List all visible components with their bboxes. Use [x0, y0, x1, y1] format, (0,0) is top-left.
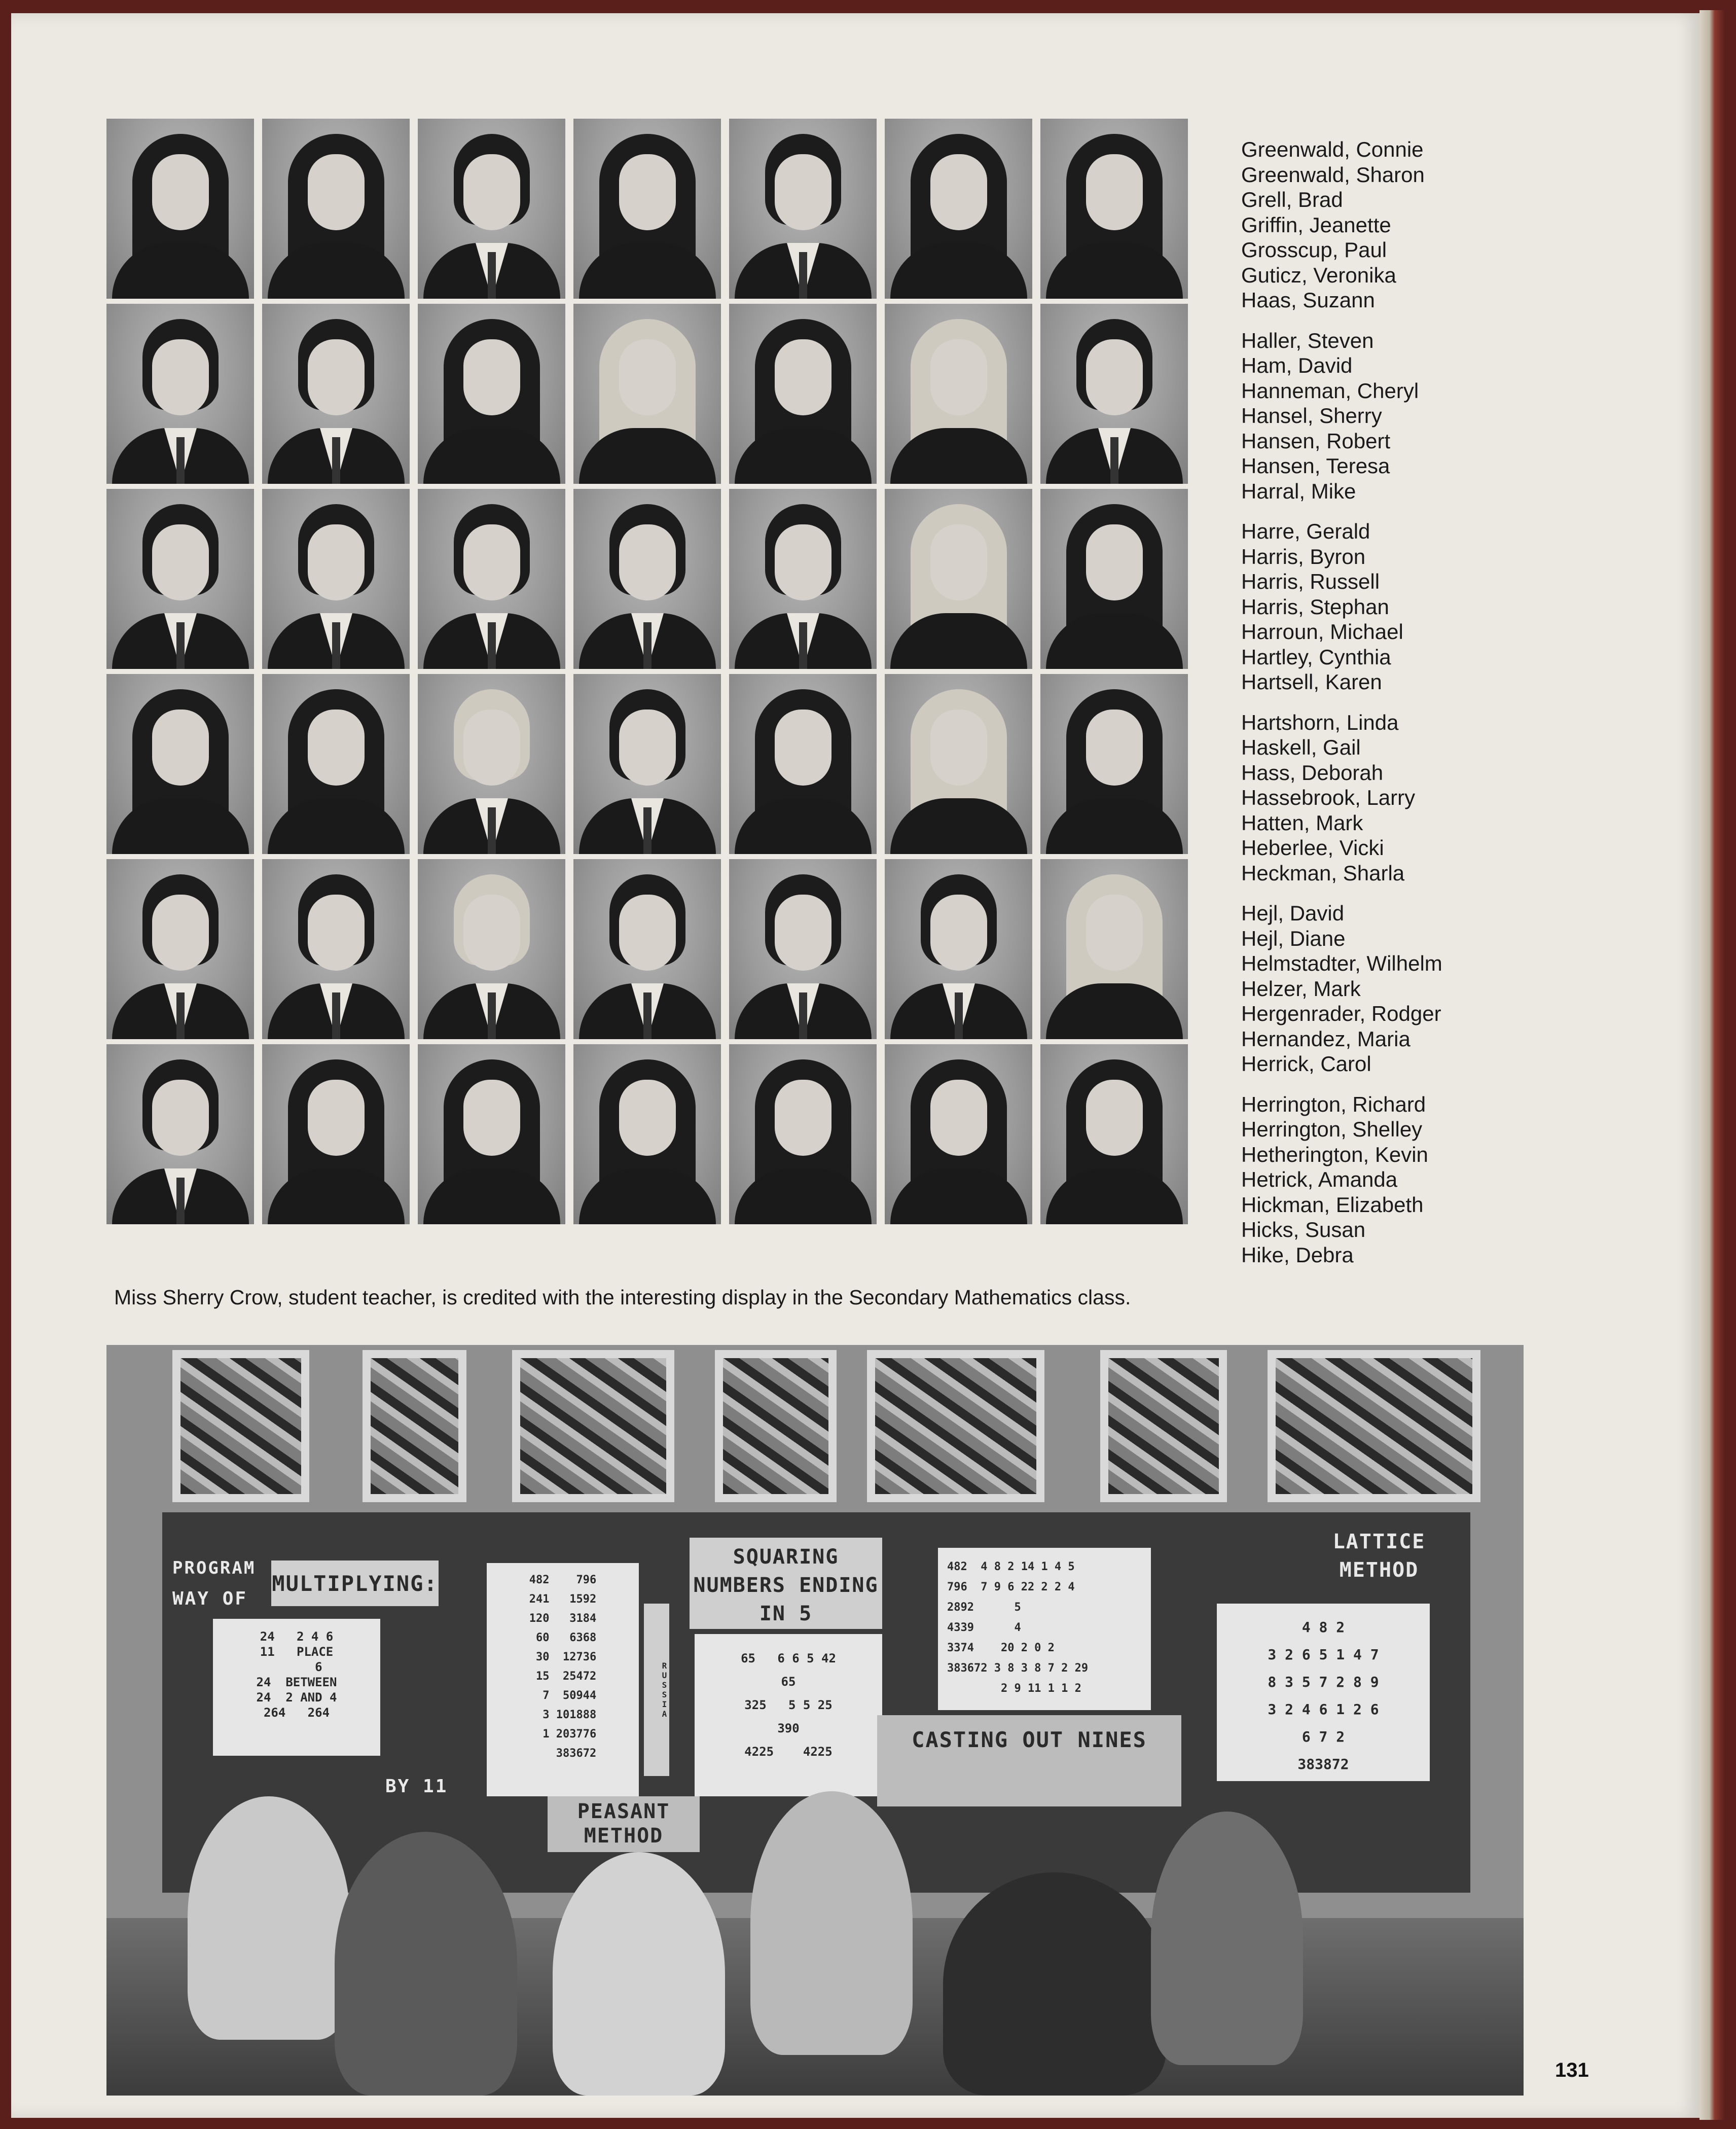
student-portrait [1040, 674, 1188, 854]
portrait-tie [488, 252, 496, 299]
student-name: Hetrick, Amanda [1241, 1167, 1398, 1191]
student-portrait [106, 859, 254, 1039]
student-name: Griffin, Jeanette [1241, 212, 1391, 237]
student-name: Hansen, Teresa [1241, 454, 1390, 478]
portrait-face [1086, 1080, 1143, 1156]
student-name: Herrick, Carol [1241, 1052, 1371, 1076]
student-name: Hergenrader, Rodger [1241, 1002, 1441, 1025]
student-portrait [262, 859, 410, 1039]
squaring-title-poster [690, 1538, 882, 1629]
portrait-face [152, 1080, 209, 1156]
student-name: Grell, Brad [1241, 188, 1343, 211]
portrait-face [775, 1080, 831, 1156]
portrait-grid [106, 119, 1188, 1224]
portrait-face [775, 895, 831, 971]
student-name: Haskell, Gail [1241, 735, 1361, 759]
student-name: Guticz, Veronika [1241, 263, 1396, 287]
portrait-face [619, 524, 676, 600]
student-name: Helzer, Mark [1241, 976, 1361, 1001]
portrait-tie [643, 807, 652, 854]
student-name: Harris, Byron [1241, 544, 1366, 569]
student-name: Haas, Suzann [1241, 288, 1375, 312]
portrait-face [308, 709, 365, 786]
portrait-tie [1110, 437, 1118, 484]
portrait-face [1086, 154, 1143, 230]
portrait-tie [799, 992, 807, 1039]
student-portrait [573, 304, 721, 484]
art-print [715, 1350, 837, 1502]
student-figure [943, 1872, 1166, 2096]
portrait-face [930, 1080, 987, 1156]
student-portrait [885, 119, 1032, 299]
lattice-poster [1217, 1604, 1430, 1781]
student-portrait [106, 674, 254, 854]
portrait-face [775, 524, 831, 600]
student-figure [750, 1791, 913, 2055]
student-portrait [729, 489, 877, 669]
student-name: Harroun, Michael [1241, 620, 1403, 644]
peasant-method-title: PEASANT METHOD [577, 1800, 670, 1848]
student-portrait [418, 304, 565, 484]
multiplying-title: MULTIPLYING: [272, 1571, 438, 1596]
student-portrait [1040, 489, 1188, 669]
student-name: Harris, Stephan [1241, 594, 1389, 619]
student-name: Hatten, Mark [1241, 810, 1363, 835]
student-portrait [418, 489, 565, 669]
student-name: Hansel, Sherry [1241, 404, 1382, 428]
art-print [512, 1350, 674, 1502]
portrait-face [463, 709, 520, 786]
page-number: 131 [1555, 2059, 1589, 2081]
student-name: Hernandez, Maria [1241, 1026, 1410, 1051]
art-print [172, 1350, 309, 1502]
portrait-tie [176, 1178, 185, 1224]
portrait-face [1086, 709, 1143, 786]
portrait-face [152, 339, 209, 415]
casting-out-body: 482 4 8 2 14 1 4 5 796 7 9 6 22 2 2 4 2892 5 4339 4 3374 20 2 0 2 383672 3 8 3 8 7 2 29 2 9 11 1 1 2 [947, 1560, 1089, 1695]
portrait-face [775, 709, 831, 786]
portrait-tie [488, 992, 496, 1039]
student-figure [335, 1832, 517, 2096]
portrait-tie [176, 437, 185, 484]
student-portrait [418, 859, 565, 1039]
name-column [1241, 137, 1442, 1283]
portrait-face [152, 709, 209, 786]
portrait-face [930, 709, 987, 786]
portrait-face [930, 895, 987, 971]
student-portrait [1040, 119, 1188, 299]
portrait-tie [799, 622, 807, 669]
student-name: Heckman, Sharla [1241, 861, 1405, 885]
student-portrait [729, 859, 877, 1039]
squaring-title: SQUARING NUMBERS ENDING IN 5 [693, 1545, 879, 1625]
portrait-face [775, 339, 831, 415]
multiplying-body: 24 2 4 6 11 PLACE 6 24 BETWEEN 24 2 AND 4 264 264 [256, 1629, 337, 1720]
student-portrait [262, 119, 410, 299]
multiplying-bottom-label: BY 11 [385, 1776, 448, 1797]
student-portrait [573, 859, 721, 1039]
portrait-tie [643, 622, 652, 669]
casting-out-poster [938, 1548, 1151, 1710]
student-portrait [885, 674, 1032, 854]
portrait-face [775, 154, 831, 230]
student-portrait [885, 859, 1032, 1039]
russian-peasant-numbers: 482 796 241 1592 120 3184 60 6368 30 12736 15 25472 7 50944 3 101888 1 203776 383672 [529, 1574, 597, 1760]
student-name: Harris, Russell [1241, 570, 1380, 593]
photo-caption: Miss Sherry Crow, student teacher, is credited with the interesting display in the Secondary Mathematics class. [114, 1286, 1131, 1309]
portrait-tie [176, 622, 185, 669]
student-portrait [573, 674, 721, 854]
student-name: Hassebrook, Larry [1241, 786, 1416, 809]
portrait-face [463, 154, 520, 230]
portrait-face [619, 154, 676, 230]
student-name: Hickman, Elizabeth [1241, 1192, 1424, 1217]
portrait-face [619, 1080, 676, 1156]
multiplying-top-label: PROGRAM [172, 1558, 256, 1578]
lattice-title-poster [1207, 1528, 1450, 1604]
student-portrait [106, 489, 254, 669]
student-portrait [106, 119, 254, 299]
portrait-face [308, 1080, 365, 1156]
student-name: Harral, Mike [1241, 479, 1356, 503]
peasant-method-poster [548, 1796, 700, 1852]
lattice-body: 4 8 2 3 2 6 5 1 4 7 8 3 5 7 2 8 9 3 2 4 6 1 2 6 6 7 2 383872 [1268, 1619, 1379, 1772]
portrait-tie [488, 807, 496, 854]
classroom-photo [106, 1345, 1524, 2096]
portrait-face [463, 524, 520, 600]
student-portrait [262, 1044, 410, 1224]
lattice-title: LATTICE METHOD [1332, 1530, 1426, 1582]
student-name: Ham, David [1241, 353, 1353, 377]
portrait-face [1086, 524, 1143, 600]
squaring-poster [695, 1634, 882, 1796]
portrait-face [1086, 895, 1143, 971]
student-name: Hass, Deborah [1241, 760, 1384, 785]
student-portrait [885, 1044, 1032, 1224]
student-portrait [729, 304, 877, 484]
student-portrait [106, 1044, 254, 1224]
student-name: Herrington, Richard [1241, 1092, 1426, 1116]
name-group [1241, 519, 1442, 695]
squaring-body: 65 6 6 5 42 65 325 5 5 25 390 4225 4225 [741, 1651, 836, 1759]
art-print [867, 1350, 1044, 1502]
portrait-tie [799, 252, 807, 299]
student-portrait [418, 674, 565, 854]
student-name: Hejl, Diane [1241, 926, 1346, 950]
portrait-face [619, 339, 676, 415]
student-name: Hartley, Cynthia [1241, 645, 1391, 669]
student-name: Hetherington, Kevin [1241, 1142, 1428, 1166]
student-portrait [262, 304, 410, 484]
student-figure [1151, 1812, 1303, 2065]
portrait-face [619, 709, 676, 786]
student-name: Hansen, Robert [1241, 429, 1391, 453]
portrait-face [463, 895, 520, 971]
student-portrait [1040, 859, 1188, 1039]
student-name: Hicks, Susan [1241, 1218, 1366, 1241]
student-figure [188, 1796, 350, 2040]
student-figure [553, 1852, 725, 2096]
multiplying-poster [213, 1619, 380, 1756]
student-name: Grosscup, Paul [1241, 238, 1387, 262]
portrait-tie [488, 622, 496, 669]
portrait-face [308, 339, 365, 415]
portrait-face [152, 895, 209, 971]
portrait-face [463, 339, 520, 415]
portrait-face [152, 154, 209, 230]
portrait-tie [955, 992, 963, 1039]
portrait-face [308, 895, 365, 971]
student-portrait [262, 674, 410, 854]
student-portrait [573, 489, 721, 669]
student-name: Hike, Debra [1241, 1243, 1354, 1267]
student-portrait [729, 119, 877, 299]
russian-peasant-poster [487, 1563, 639, 1796]
name-group [1241, 710, 1442, 886]
portrait-tie [643, 992, 652, 1039]
multiplying-title-poster [271, 1560, 439, 1606]
student-portrait [418, 1044, 565, 1224]
casting-out-title: CASTING OUT NINES [912, 1727, 1147, 1752]
name-group [1241, 1092, 1442, 1268]
art-print [363, 1350, 466, 1502]
portrait-tie [176, 992, 185, 1039]
portrait-face [930, 339, 987, 415]
portrait-face [619, 895, 676, 971]
student-name: Herrington, Shelley [1241, 1117, 1423, 1141]
name-group [1241, 137, 1442, 313]
student-name: Harre, Gerald [1241, 519, 1370, 543]
student-portrait [729, 674, 877, 854]
name-group [1241, 901, 1442, 1077]
student-name: Heberlee, Vicki [1241, 836, 1384, 860]
portrait-face [930, 154, 987, 230]
portrait-face [308, 154, 365, 230]
portrait-face [152, 524, 209, 600]
portrait-face [463, 1080, 520, 1156]
student-name: Haller, Steven [1241, 328, 1374, 352]
student-name: Hanneman, Cheryl [1241, 378, 1419, 403]
portrait-face [1086, 339, 1143, 415]
student-name: Greenwald, Connie [1241, 137, 1424, 161]
student-portrait [573, 119, 721, 299]
student-portrait [885, 304, 1032, 484]
student-name: Hartshorn, Linda [1241, 710, 1399, 734]
student-portrait [573, 1044, 721, 1224]
student-portrait [106, 304, 254, 484]
portrait-tie [332, 437, 340, 484]
art-print [1268, 1350, 1480, 1502]
art-print [1100, 1350, 1227, 1502]
student-portrait [885, 489, 1032, 669]
student-portrait [1040, 1044, 1188, 1224]
multiplying-left-label: WAY OF [172, 1588, 248, 1609]
name-group [1241, 328, 1442, 504]
book-page-edge [1699, 10, 1725, 2120]
russia-vertical-label: RUSSIA [644, 1604, 669, 1776]
student-portrait [262, 489, 410, 669]
student-portrait [729, 1044, 877, 1224]
student-portrait [1040, 304, 1188, 484]
casting-out-title-poster [877, 1715, 1181, 1806]
portrait-tie [332, 992, 340, 1039]
portrait-tie [332, 622, 340, 669]
student-name: Hartsell, Karen [1241, 670, 1382, 694]
student-name: Greenwald, Sharon [1241, 162, 1425, 187]
portrait-face [930, 524, 987, 600]
student-name: Hejl, David [1241, 901, 1345, 925]
student-name: Helmstadter, Wilhelm [1241, 951, 1442, 975]
student-portrait [418, 119, 565, 299]
portrait-face [308, 524, 365, 600]
